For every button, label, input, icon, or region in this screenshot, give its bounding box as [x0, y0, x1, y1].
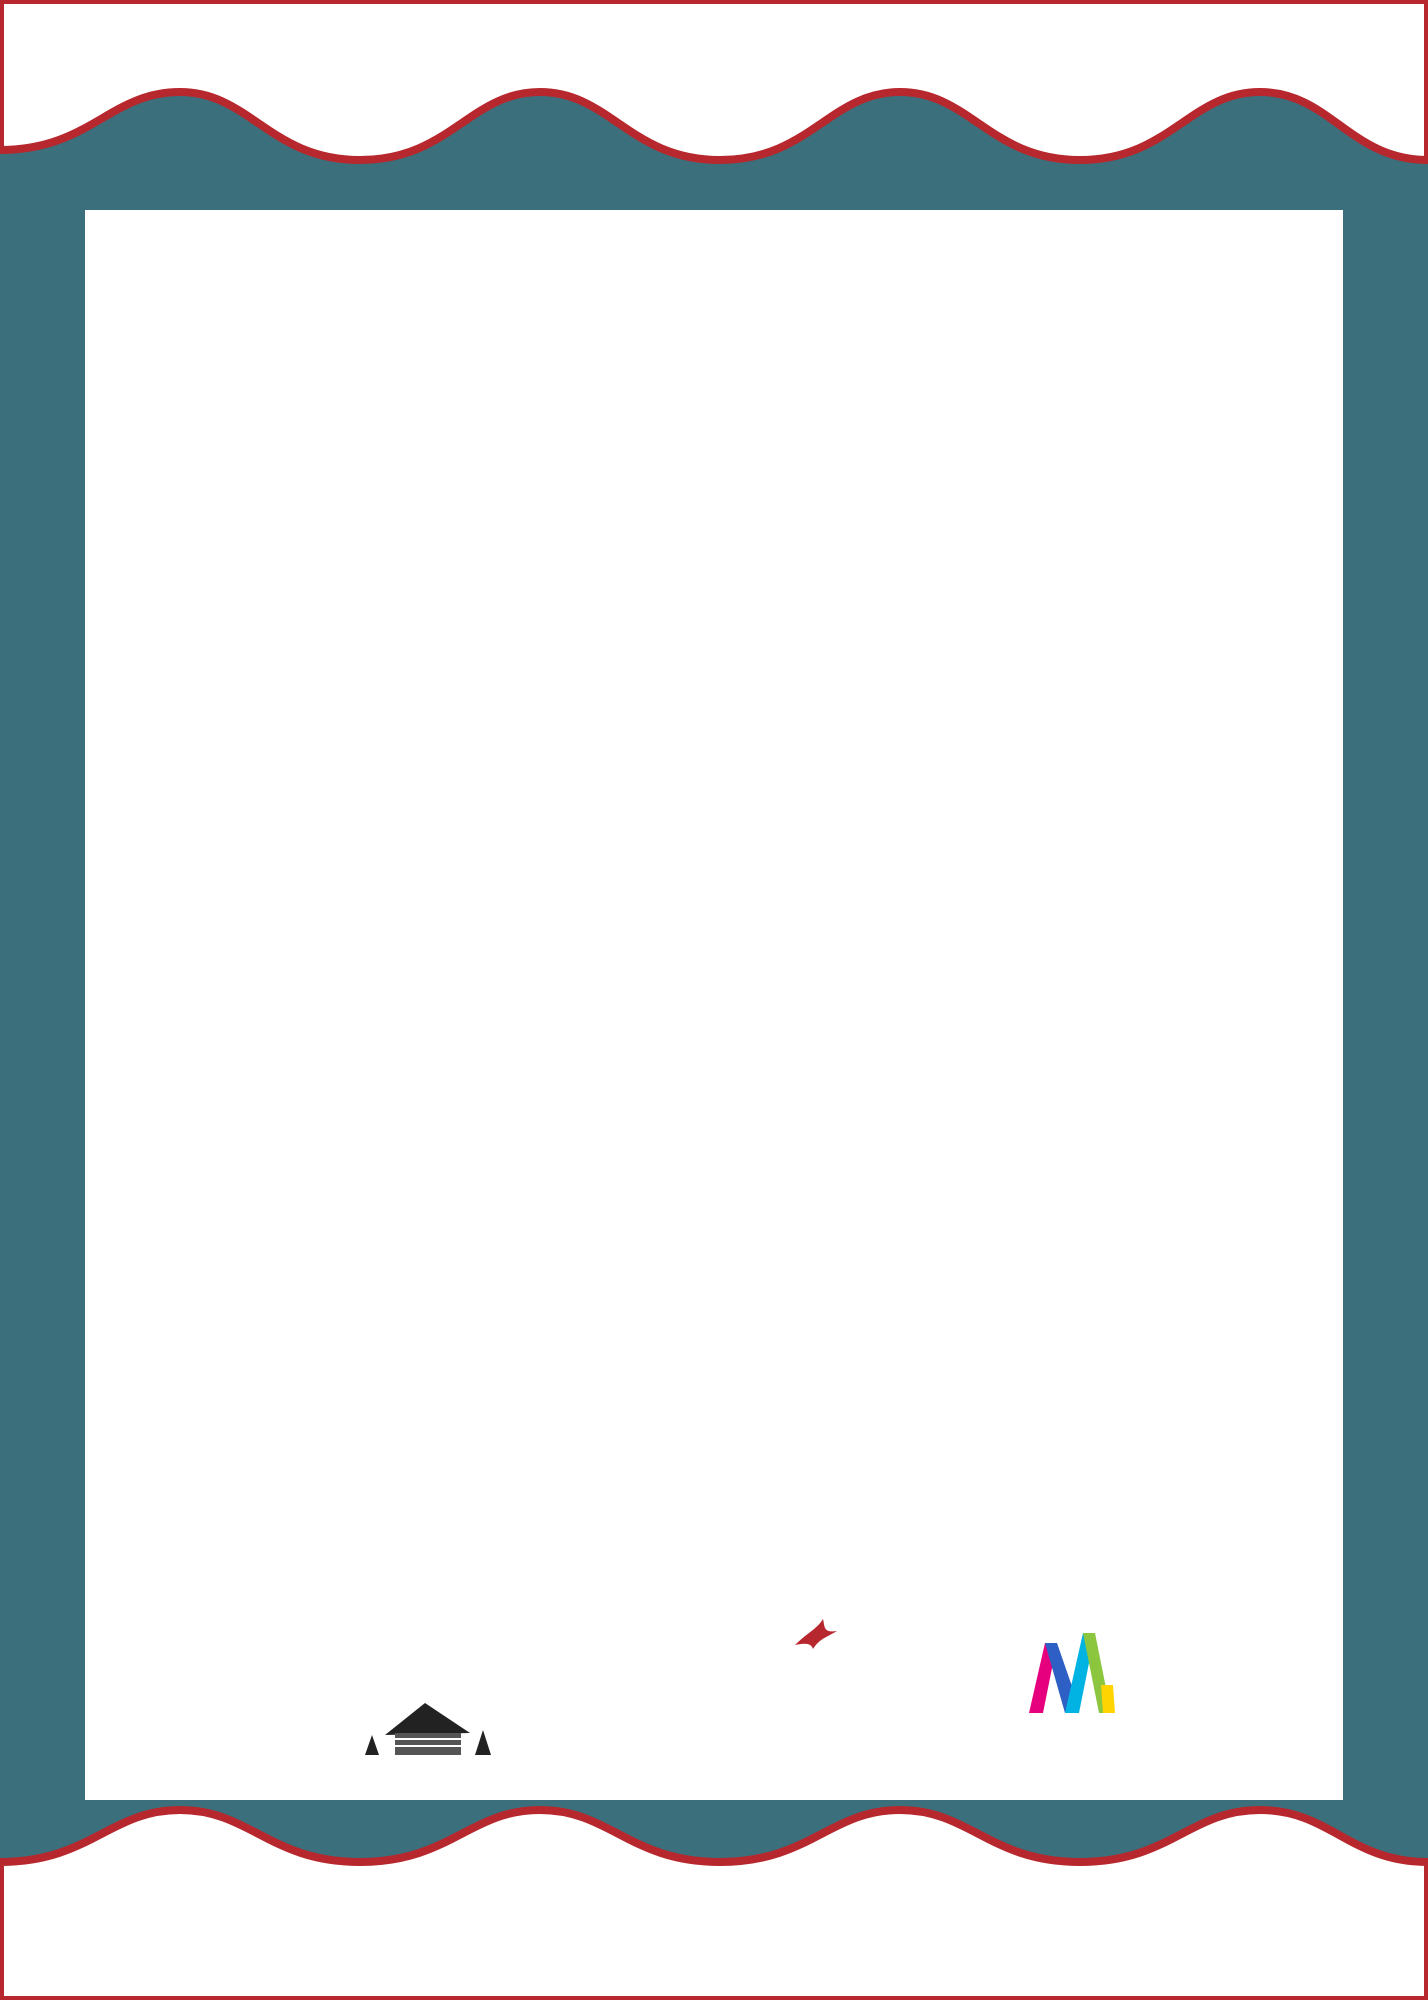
- top-folk-ornament: [0, 0, 1428, 210]
- malopolska-logo: [915, 1625, 1225, 1785]
- sokol-logo: [565, 1615, 905, 1795]
- bottom-folk-ornament: [0, 1800, 1428, 2000]
- falcon-icon: [793, 1615, 839, 1651]
- partner-logos: [85, 1605, 1343, 1790]
- invitation-card: [85, 210, 1343, 1802]
- muzeum-beskidzkie-logo: [335, 1615, 515, 1795]
- malopolska-m-icon: [1023, 1625, 1119, 1721]
- wooden-hut-icon: [365, 1703, 491, 1755]
